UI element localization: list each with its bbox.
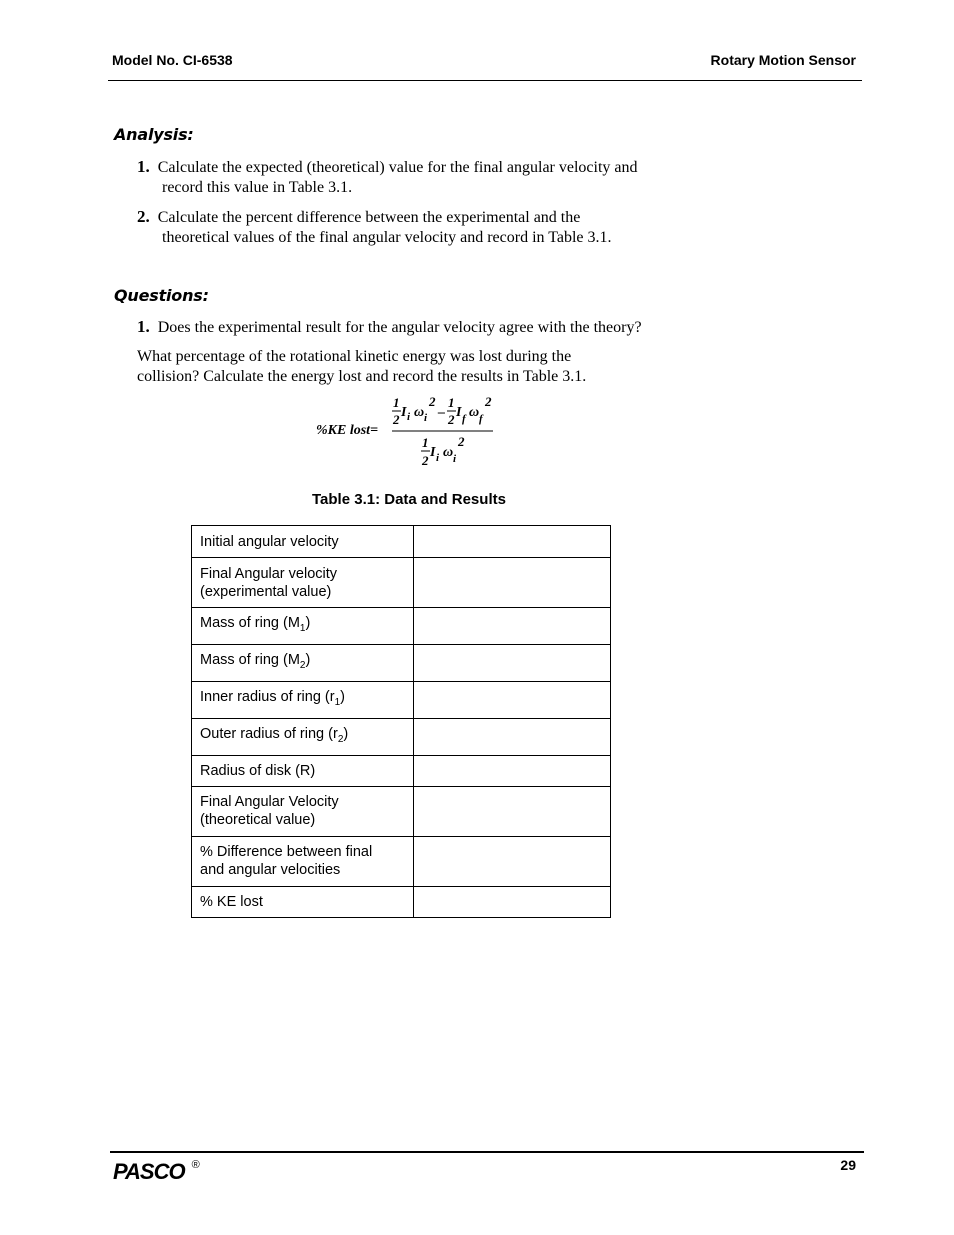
svg-text:2: 2	[429, 394, 436, 409]
ke-lost-formula	[386, 392, 498, 472]
row-label-suffix: )	[305, 651, 311, 668]
table-row-label	[192, 886, 414, 917]
svg-text:2: 2	[485, 394, 492, 409]
row-label-text: Outer radius of ring (r	[200, 725, 338, 742]
table-row-value	[413, 755, 610, 786]
row-label-line2: (theoretical value)	[200, 812, 316, 829]
table-row	[192, 886, 611, 917]
row-label-subscript: 1	[334, 696, 341, 708]
table-row-value	[413, 836, 610, 886]
table-row	[192, 786, 611, 836]
svg-text:2: 2	[422, 453, 429, 468]
svg-text:i: i	[453, 453, 457, 465]
formula-lhs: %KE lost=	[316, 423, 379, 438]
table-row-label	[192, 608, 414, 645]
svg-text:ω: ω	[443, 445, 454, 460]
svg-text:2: 2	[458, 434, 465, 449]
row-label-text: Initial angular velocity	[200, 533, 339, 550]
row-label-text: Radius of disk (R)	[200, 762, 316, 779]
analysis-item-1-line1: Calculate the expected (theoretical) value for the final angular velocity and	[157, 159, 638, 176]
pasco-logo-text: PASCO	[113, 1159, 185, 1184]
table-row-value	[413, 644, 610, 681]
table-row	[192, 608, 611, 645]
analysis-item-1	[137, 157, 638, 178]
footer-rule	[110, 1151, 864, 1153]
svg-text:I: I	[456, 405, 462, 420]
table-row-label	[192, 526, 414, 558]
svg-text:I: I	[430, 445, 436, 460]
pasco-logo	[113, 1159, 200, 1185]
table-row-label	[192, 681, 414, 718]
analysis-item-2	[137, 207, 580, 228]
table-row	[192, 718, 611, 755]
table-row-label	[192, 558, 414, 608]
question-1-number: 1.	[137, 317, 150, 336]
table-row-label	[192, 644, 414, 681]
svg-text:i: i	[407, 411, 411, 423]
svg-text:f: f	[462, 413, 466, 425]
svg-text:2: 2	[393, 412, 400, 427]
row-label-line2: (experimental value)	[200, 583, 332, 600]
table-row-label	[192, 786, 414, 836]
row-label-line2: and angular velocities	[200, 862, 341, 879]
svg-text:ω: ω	[414, 405, 425, 420]
registered-mark: ®	[191, 1159, 200, 1171]
header-model-number: Model No. CI-6538	[112, 52, 233, 68]
svg-text:f: f	[479, 413, 483, 425]
table-row-value	[413, 558, 610, 608]
svg-text:1: 1	[422, 435, 429, 450]
question-paragraph-line2: collision? Calculate the energy lost and record the results in Table 3.1.	[137, 368, 587, 385]
data-results-table	[191, 525, 611, 918]
question-1-text: Does the experimental result for the angular velocity agree with the theory?	[157, 319, 642, 336]
row-label-suffix: )	[305, 615, 311, 631]
table-row	[192, 644, 611, 681]
table-row	[192, 755, 611, 786]
row-label-suffix: )	[343, 725, 349, 742]
row-label-subscript: 1	[299, 622, 306, 634]
table-row	[192, 526, 611, 558]
row-label-suffix: )	[340, 688, 345, 705]
table-row-value	[413, 681, 610, 718]
header-product-name: Rotary Motion Sensor	[710, 52, 856, 68]
table-row-value	[413, 718, 610, 755]
row-label-text: Mass of ring (M	[200, 615, 300, 631]
header-rule	[108, 80, 862, 81]
row-label-line1: Final Angular Velocity	[200, 794, 339, 811]
question-1	[137, 317, 642, 338]
analysis-item-2-number: 2.	[137, 207, 150, 226]
analysis-item-2-line2: theoretical values of the final angular velocity and record in Table 3.1.	[162, 229, 612, 246]
table-row	[192, 836, 611, 886]
question-paragraph-line1: What percentage of the rotational kinetic energy was lost during the	[137, 348, 572, 365]
table-row-label	[192, 836, 414, 886]
svg-text:ω: ω	[469, 405, 480, 420]
table-row	[192, 558, 611, 608]
page-number: 29	[840, 1157, 856, 1173]
row-label-subscript: 2	[337, 733, 344, 745]
table-row-value	[413, 886, 610, 917]
row-label-text: Inner radius of ring (r	[200, 688, 335, 705]
svg-text:I: I	[401, 405, 407, 420]
row-label-text: Mass of ring (M	[200, 651, 300, 668]
row-label-line1: Final Angular velocity	[200, 565, 338, 582]
row-label-subscript: 2	[299, 659, 306, 671]
table-row-label	[192, 718, 414, 755]
svg-text:1: 1	[393, 395, 400, 410]
svg-text:1: 1	[448, 395, 455, 410]
analysis-item-1-number: 1.	[137, 157, 150, 176]
row-label-line1: % Difference between final	[200, 844, 373, 861]
svg-text:i: i	[424, 412, 428, 424]
questions-heading: Questions:	[114, 286, 209, 305]
table-row-label	[192, 755, 414, 786]
analysis-item-2-line1: Calculate the percent difference between the experimental and the	[157, 209, 581, 226]
table-row-value	[413, 608, 610, 645]
svg-text:i: i	[436, 452, 440, 464]
table-row	[192, 681, 611, 718]
analysis-item-1-line2: record this value in Table 3.1.	[162, 179, 353, 196]
table-row-value	[413, 786, 610, 836]
svg-text:2: 2	[448, 412, 455, 427]
table-row-value	[413, 526, 610, 558]
row-label-text: % KE lost	[200, 893, 263, 910]
table-caption: Table 3.1: Data and Results	[312, 491, 506, 508]
svg-text:–: –	[438, 405, 445, 420]
analysis-heading: Analysis:	[114, 125, 194, 144]
